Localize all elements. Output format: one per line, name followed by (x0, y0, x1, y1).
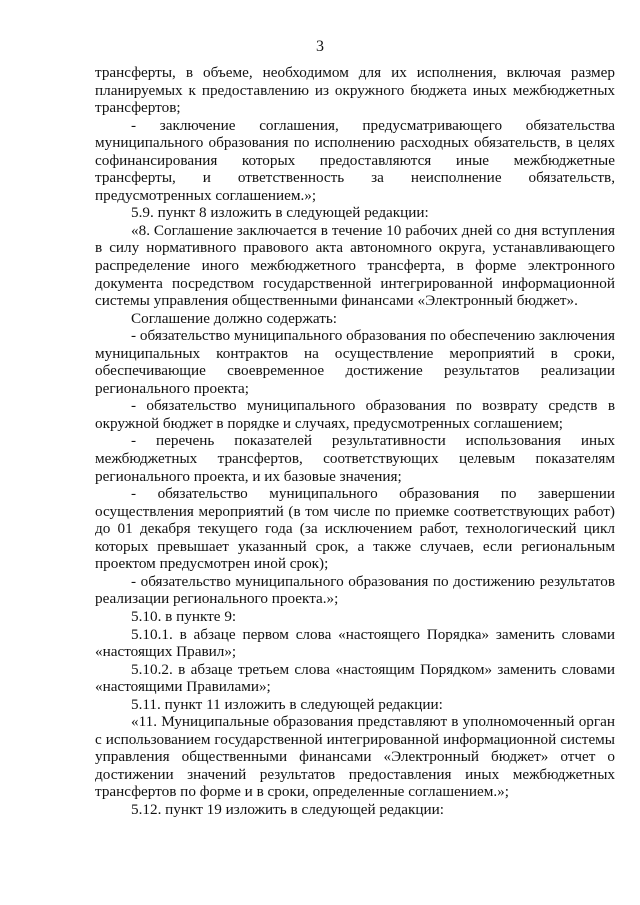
paragraph: Соглашение должно содержать: (131, 309, 338, 327)
paragraph: - обязательство муниципального образования по возврату средств в окружной бюджет в порядке и случаях, предусмотренных соглашением; (95, 397, 615, 432)
paragraph: «11. Муниципальные образования представляют в уполномоченный орган с использованием государственной интегрированной информационной системы управления общественными финансами «Электронный бюджет» отчет о достижении значений результатов предоставления иных межбюджетных трансфертов по форме и в сроки, определенные соглашением.»; (95, 713, 615, 801)
paragraph: 5.12. пункт 19 изложить в следующей редакции: (131, 800, 444, 818)
document-body (95, 64, 615, 819)
paragraph: - обязательство муниципального образования по завершении осуществления мероприятий (в том числе по приемке соответствующих работ) до 01 декабря текущего года (за исключением работ, технологический цикл которых превышает указанный срок, а также случаев, если региональным проектом предусмотрен иной срок); (95, 485, 615, 573)
paragraph: 5.10.1. в абзаце первом слова «настоящего Порядка» заменить словами «настоящих Правил»; (95, 625, 615, 661)
paragraph: 5.9. пункт 8 изложить в следующей редакции: (131, 204, 429, 222)
paragraph: 5.10. в пункте 9: (131, 607, 237, 625)
paragraph: «8. Соглашение заключается в течение 10 рабочих дней со дня вступления в силу нормативного правового акта автономного округа, устанавливающего распределение иного межбюджетного трансферта, в форме электронного документа посредством государственной интегрированной информационной системы управления общественными финансами «Электронный бюджет». (95, 221, 615, 310)
paragraph: трансферты, в объеме, необходимом для их исполнения, включая размер планируемых к предоставлению из окружного бюджета иных межбюджетных трансфертов; (95, 64, 615, 117)
paragraph: 5.10.2. в абзаце третьем слова «настоящим Порядком» заменить словами «настоящими Правилами»; (95, 660, 615, 696)
paragraph: 5.11. пункт 11 изложить в следующей редакции: (131, 695, 443, 713)
paragraph: - обязательство муниципального образования по обеспечению заключения муниципальных контрактов на осуществление мероприятий в сроки, обеспечивающие своевременное достижение результатов реализации регионального проекта; (95, 327, 615, 397)
paragraph: - заключение соглашения, предусматривающего обязательства муниципального образования по исполнению расходных обязательств, в целях софинансирования которых предоставляются иные межбюджетные трансферты, и ответственность за неисполнение обязательств, предусмотренных соглашением.»; (95, 116, 615, 204)
paragraph: - обязательство муниципального образования по достижению результатов реализации регионального проекта.»; (95, 572, 615, 608)
page-number: 3 (316, 38, 324, 55)
paragraph: - перечень показателей результативности использования иных межбюджетных трансфертов, соответствующих целевым показателям регионального проекта, и их базовые значения; (95, 432, 615, 485)
